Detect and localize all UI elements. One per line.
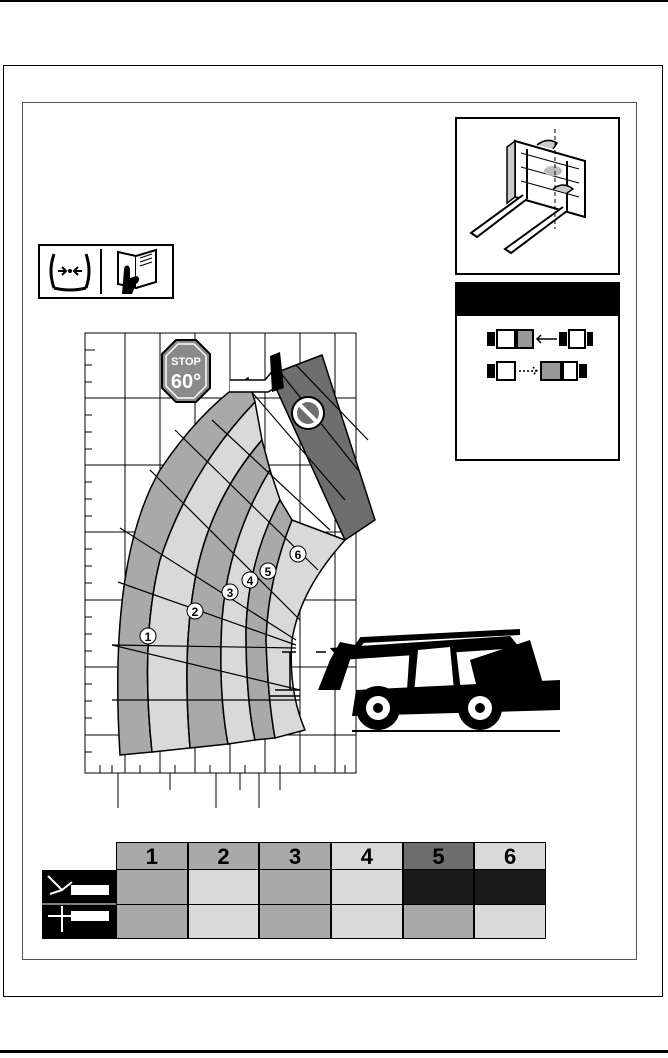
zone-marker-6 [290,546,306,562]
legend-row2-cell-5 [403,904,475,939]
telehandler-machine-icon [318,632,560,731]
legend-row1-cell-3 [259,870,331,904]
legend-row2-cell-1 [116,904,188,939]
legend-row1-cell-6 [474,870,546,904]
load-zones [118,355,375,755]
fork-level-icon [48,906,108,932]
stop-sign-text: STOP [171,356,201,368]
legend-row2-cell-4 [331,904,403,939]
zone-marker-4 [242,572,258,588]
svg-text:4: 4 [246,574,254,588]
zone-legend-table [42,842,546,939]
legend-header-1: 1 [116,842,188,870]
prohibited-zone-icon [292,397,324,429]
legend-row1-cell-4 [331,870,403,904]
legend-header-5: 5 [403,842,475,870]
legend-header-2: 2 [188,842,260,870]
legend-grid [116,842,546,939]
legend-row2-cell-6 [474,904,546,939]
svg-text:5: 5 [264,565,272,579]
svg-text:2: 2 [191,605,199,619]
svg-text:6: 6 [294,548,302,562]
stop-sign-icon [162,340,284,402]
zone-marker-1 [140,628,156,644]
legend-header-4: 4 [331,842,403,870]
legend-header-6: 6 [474,842,546,870]
legend-row2-cell-2 [188,904,260,939]
zone-marker-2 [187,603,203,619]
svg-text:1: 1 [144,630,152,644]
legend-row1-cell-5 [403,870,475,904]
svg-text:3: 3 [226,586,234,600]
legend-row1-cell-2 [188,870,260,904]
zone-marker-3 [222,584,238,600]
legend-row1-cell-1 [116,870,188,904]
legend-header-3: 3 [259,842,331,870]
boom-extended-icon [48,876,108,894]
stop-sign-angle: 60° [170,371,202,393]
legend-row2-cell-3 [259,904,331,939]
zone-marker-5 [260,563,276,579]
